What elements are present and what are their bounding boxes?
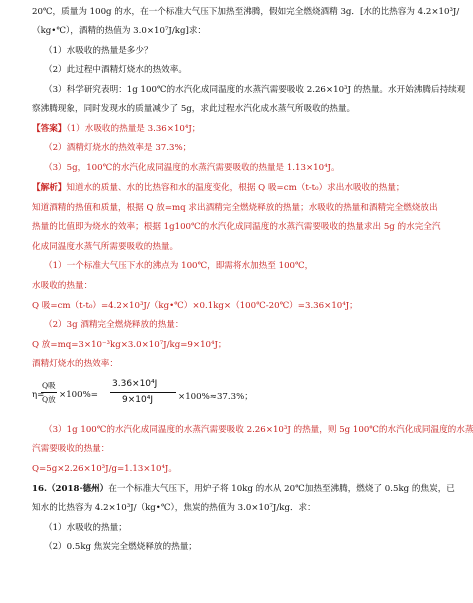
fraction-bar-1: [41, 392, 57, 393]
p16-stem-text: 在一个标准大气压下，用炉子将 10kg 的水从 20℃加热至沸腾，燃烧了 0.5kg 的焦炭，已: [108, 484, 455, 494]
solution-3-line1: （3）1g 100℃的水汽化成同温度的水蒸汽需要吸收 2.26×10³J 的热量，则 5g 100℃的水汽化成同温度的水蒸: [44, 425, 473, 435]
answer-3: （3）5g，100℃的水汽化成同温度的水蒸汽需要吸收的热量是 1.13×10⁴J。: [44, 163, 340, 173]
solution-1-equation: Q 吸=cm（t-t₀）=4.2×10³J/（kg•℃）×0.1kg×（100℃-20℃）=3.36×10⁴J；: [32, 301, 358, 311]
p16-stem-line1: [32, 483, 455, 495]
solution-2: （2）3g 酒精完全燃烧释放的热量：: [44, 320, 184, 330]
p15-question-3-line2: 察沸腾现象，同时发现水的质量减少了 5g，求此过程水汽化成水蒸气所吸收的热量。: [32, 104, 356, 114]
fraction-bar-2: [110, 392, 176, 393]
answer-block-line1: [32, 123, 426, 135]
eta-prefix: η=: [32, 390, 45, 400]
analysis-line4: 化成同温度水蒸气所需要吸收的热量。: [32, 242, 179, 252]
solution-3-line2: 汽需要吸收的热量：: [32, 444, 110, 454]
p15-question-3-line1: （3）科学研究表明：1g 100℃的水汽化成同温度的水蒸汽需要吸收 2.26×10³J 的热量。水开始沸腾后持续观: [44, 85, 466, 95]
efficiency-formula: [32, 376, 292, 416]
answer-1: （1）水吸收的热量是 3.36×10⁴J；: [66, 124, 201, 134]
eta-denominator: Q放: [42, 395, 56, 404]
p16-number: 16.: [32, 484, 47, 494]
analysis-text-1: 知道水的质量、水的比热容和水的温度变化，根据 Q 吸=cm（t-t₀）求出水吸收的热量；: [66, 183, 405, 193]
eta-equals-1: ×100%=: [59, 390, 98, 400]
p15-question-2: （2）此过程中酒精灯烧水的热效率。: [44, 65, 187, 75]
solution-2b: 酒精灯烧水的热效率：: [32, 359, 118, 369]
eta-denominator-value: 9×10⁴J: [122, 395, 153, 405]
answer-tag: 【答案】: [32, 124, 67, 134]
p15-question-1: （1）水吸收的热量是多少？: [44, 46, 153, 56]
p16-question-2: （2）0.5kg 焦炭完全燃烧释放的热量；: [44, 542, 197, 552]
analysis-line2: 知道酒精的热值和质量，根据 Q 放=mq 求出酒精完全燃烧释放的热量；水吸收的热量和酒精完全燃烧放出: [32, 203, 438, 213]
solution-3-equation: Q=5g×2.26×10³J/g=1.13×10⁴J。: [32, 464, 177, 474]
solution-1: （1）一个标准大气压下水的沸点为 100℃，即需将水加热至 100℃，: [44, 261, 314, 271]
p15-stem-line2: （kg•℃），酒精的热值为 3.0×10⁷J/kg]求：: [32, 26, 207, 36]
solution-2-equation: Q 放=mq=3×10⁻³kg×3.0×10⁷J/kg=9×10⁴J；: [32, 340, 227, 350]
eta-result: ×100%≈37.3%；: [178, 392, 253, 402]
analysis-line3: 热量的比值即为烧水的效率；根据 1g100℃的水汽化成同温度的水蒸汽需要吸收的热量求出 5g 的水完全汽: [32, 222, 441, 232]
p16-question-1: （1）水吸收的热量；: [44, 523, 127, 533]
p16-source: （2018·德州）: [46, 484, 109, 494]
analysis-tag: 【解析】: [32, 183, 67, 193]
analysis-line1: [32, 182, 426, 194]
p15-stem-line1: 20℃，质量为 100g 的水，在一个标准大气压下加热至沸腾，假如完全燃烧酒精 3g．[水的比热容为 4.2×10³J/: [32, 7, 460, 17]
solution-1b: 水吸收的热量：: [32, 281, 93, 291]
answer-2: （2）酒精灯烧水的热效率是 37.3%；: [44, 143, 192, 153]
eta-numerator-value: 3.36×10⁴J: [112, 379, 158, 389]
eta-numerator: Q吸: [42, 381, 56, 390]
p16-stem-line2: 知水的比热容为 4.2×10³J/（kg•℃），焦炭的热值为 3.0×10⁷J/kg．求：: [32, 503, 316, 513]
